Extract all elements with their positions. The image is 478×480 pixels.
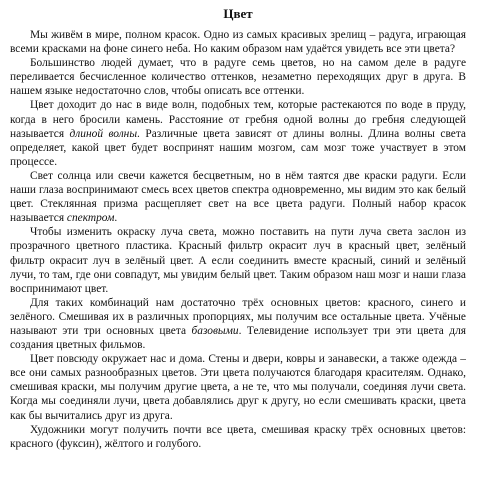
- paragraph-text: Большинство людей думает, что в радуге семь цветов, но на самом деле в радуге переливается бесчисленное количество оттенков, незаметно переходящих друг в друга. В нашем языке недостаточно слов, чтобы описать все оттенки.: [10, 57, 466, 98]
- paragraph-text: Для таких комбинаций нам достаточно трёх основных цветов: красного, синего и зелёного. Смешивая их в различных пропорциях, мы получим все остальные цвета. Учёные называют эти три основных цвета: [10, 296, 466, 337]
- term-wavelength: длиной волны: [69, 127, 138, 140]
- paragraph-text: Чтобы изменить окраску луча света, можно поставить на пути луча света заслон из прозрачного цветного пластика. Красный фильтр окрасит луч в красный цвет, зелёный фильтр окрасит луч в зелёный цвет. А если соединить вместе красный, синий и зелёный лучи, то там, где они совпадут, мы увидим белый цвет. Таким образом наш мозг и наши глаза воспринимают цвет.: [10, 226, 466, 295]
- paragraph-text: Цвет доходит до нас в виде волн, подобных тем, которые растекаются по воде в пруду, когда в него бросили камень. Расстояние от гребня одной волны до гребня следующей называется: [10, 99, 466, 140]
- paragraph-text: Свет солнца или свечи кажется бесцветным, но в нём таятся две краски радуги. Если наши глаза воспринимают смесь всех цветов спектра одновременно, мы видим это как белый цвет. Стеклянная призма расщепляет свет на все цвета радуги. Полный набор красок называется: [10, 169, 466, 225]
- paragraph-text: .: [114, 212, 118, 225]
- paragraph-6: [10, 296, 466, 352]
- paragraph-text: Цвет повсюду окружает нас и дома. Стены и двери, ковры и занавески, а также одежда – все они самых разнообразных цветов. Эти цвета получаются благодаря красителям. Однако, смешивая краски, мы получим другие цвета, а не те, что мы получали, соединяя лучи света. Когда мы соединяли лучи, цвета добавлялись друг к другу, но если смешивать краски, цвета как бы вычитались друг из друга.: [10, 353, 466, 422]
- paragraph-4: [10, 169, 466, 225]
- paragraph-5: [10, 225, 466, 295]
- paragraph-text: Художники могут получить почти все цвета, смешивая краску трёх основных цветов: красного (фуксин), жёлтого и голубого.: [10, 423, 466, 450]
- term-base-colors: базовыми: [191, 324, 239, 337]
- document-title: Цвет: [223, 6, 253, 21]
- paragraph-text: . Различные цвета зависят от длины волны. Длина волны света определяет, какой цвет будет воспринят нашим мозгом, сам мозг тоже участвует в этом процессе.: [10, 127, 466, 168]
- paragraph-8: [10, 423, 466, 451]
- paragraph-7: [10, 352, 466, 422]
- paragraph-2: [10, 56, 466, 98]
- paragraph-text: Мы живём в мире, полном красок. Одно из самых красивых зрелищ – радуга, играющая всеми красками на фоне синего неба. Но каким образом нам удаётся увидеть все эти цвета?: [10, 29, 466, 56]
- term-spectrum: спектром: [66, 212, 115, 225]
- paragraph-text: . Телевидение использует три эти цвета для создания цветных фильмов.: [10, 324, 466, 352]
- paragraph-3: [10, 98, 466, 168]
- paragraph-1: [10, 28, 466, 56]
